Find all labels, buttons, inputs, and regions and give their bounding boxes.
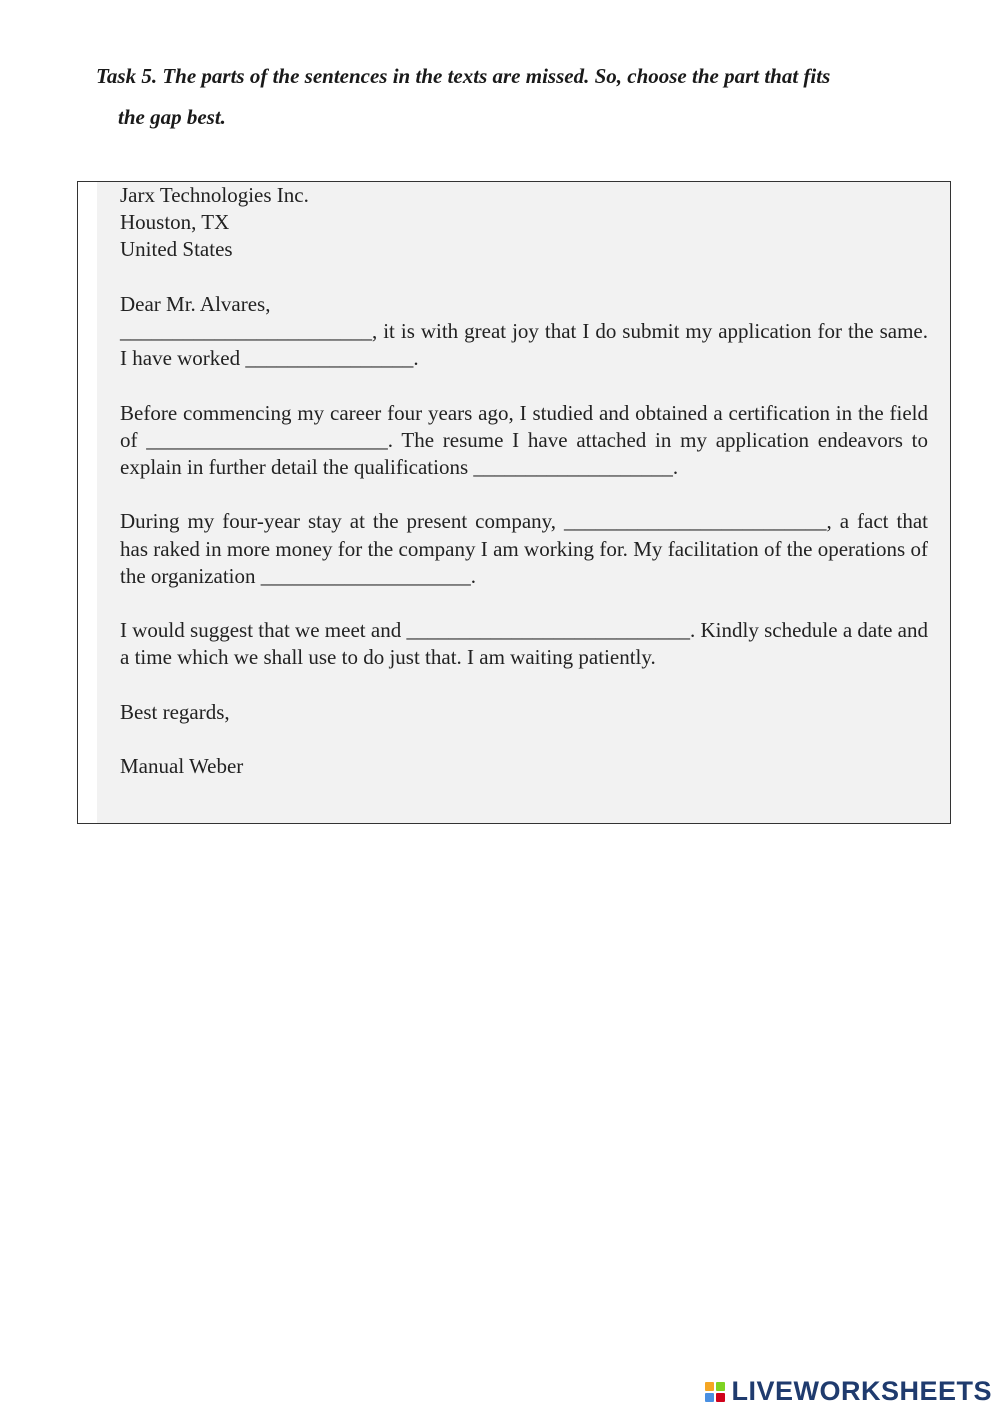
paragraph-3: During my four-year stay at the present company, _________________________, a fact that has raked in more money for the company I am working for. My facilitation of the operations of the organization ____________________.: [120, 509, 928, 588]
address-line-2: Houston, TX: [120, 210, 230, 235]
paragraph-2: Before commencing my career four years ago, I studied and obtained a certification in the field of _______________________. The resume I have attached in my application endeavors to explain in further detail the qualifications ___________________.: [120, 400, 928, 479]
salutation: Dear Mr. Alvares,: [120, 291, 271, 316]
letter-body: [120, 182, 928, 780]
address-line-3: United States: [120, 237, 233, 262]
task-line-1: Task 5. The parts of the sentences in the texts are missed. So, choose the part that fits: [96, 64, 831, 88]
closing: Best regards,: [120, 699, 230, 724]
paragraph-4: I would suggest that we meet and ___________________________. Kindly schedule a date and a time which we shall use to do just that. I am waiting patiently.: [120, 618, 928, 670]
liveworksheets-brand-text: LIVEWORKSHEETS: [731, 1376, 992, 1406]
paragraph-1: ________________________, it is with great joy that I do submit my application for the same. I have worked ________________.: [120, 319, 928, 371]
liveworksheets-logo: [705, 1376, 992, 1407]
letter-box: [77, 181, 951, 824]
liveworksheets-logo-icon: [705, 1382, 725, 1402]
signature: Manual Weber: [120, 754, 244, 779]
task-instructions: [96, 56, 946, 138]
task-line-2: the gap best.: [118, 105, 226, 129]
address-line-1: Jarx Technologies Inc.: [120, 183, 309, 207]
